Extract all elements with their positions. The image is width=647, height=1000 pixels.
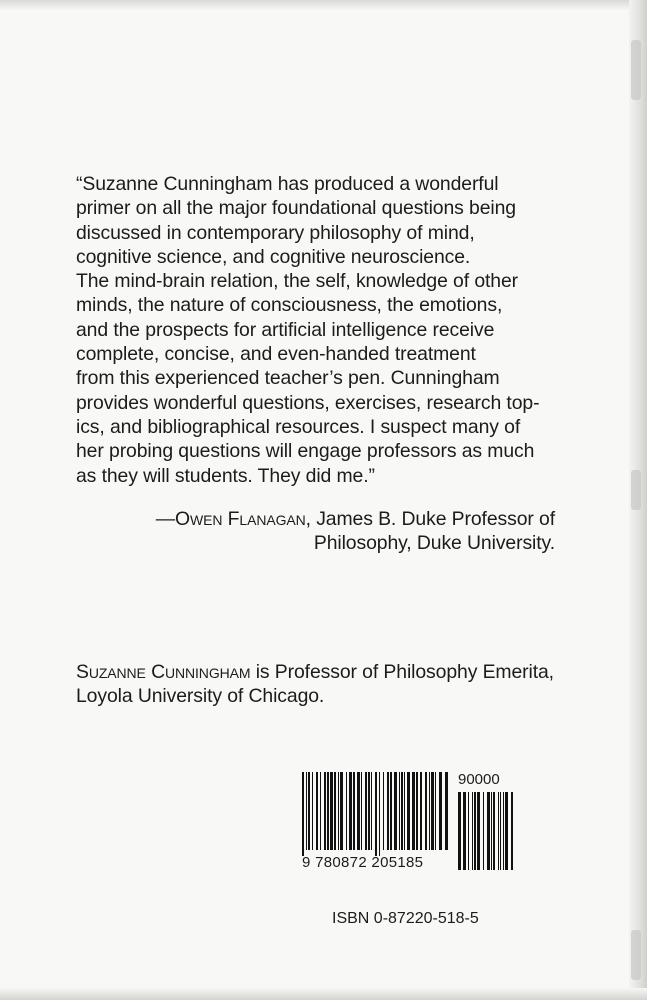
bio-line-2: Loyola University of Chicago. xyxy=(76,685,325,708)
quote-line: provides wonderful questions, exercises, research top- xyxy=(76,391,540,414)
quote-line: and the prospects for artificial intelligence receive xyxy=(76,318,495,341)
ean-barcode xyxy=(302,772,452,856)
barcode-bar xyxy=(399,772,400,850)
barcode-bar xyxy=(316,772,318,850)
quote-line: “Suzanne Cunningham has produced a wonderful xyxy=(76,173,499,195)
barcode-bar xyxy=(346,772,347,850)
barcode-bar xyxy=(379,772,380,856)
barcode-bar xyxy=(431,772,434,850)
barcode-bar xyxy=(491,792,492,870)
bio-text: is Professor of Philosophy Emerita, xyxy=(250,661,554,683)
barcode-bar xyxy=(435,772,436,850)
barcode-bar xyxy=(505,792,508,870)
barcode-bar xyxy=(375,772,377,856)
quote-line: cognitive science, and cognitive neuroscience. xyxy=(76,245,471,268)
barcode-bar xyxy=(308,772,310,850)
barcode-bar xyxy=(368,772,370,850)
edge-wear-mark xyxy=(631,40,641,100)
barcode-bar xyxy=(420,772,422,850)
ean-digits: 9 780872 205185 xyxy=(302,854,424,871)
barcode-bar xyxy=(357,772,360,850)
edge-wear-mark xyxy=(631,930,641,980)
barcode-bar xyxy=(338,772,339,850)
barcode-bar xyxy=(361,772,362,850)
quote-line: ics, and bibliographical resources. I suspect many of xyxy=(76,415,521,438)
barcode-bar xyxy=(493,792,495,870)
barcode-bar xyxy=(407,772,410,850)
barcode-bar xyxy=(458,792,461,870)
barcode-bar xyxy=(390,772,392,850)
barcode-bar xyxy=(353,772,355,850)
barcode-bar xyxy=(404,772,405,850)
barcode-bar xyxy=(503,792,504,870)
barcode-block xyxy=(302,772,562,882)
barcode-bar xyxy=(371,772,372,850)
barcode-bar xyxy=(445,772,448,850)
quote-line: her probing questions will engage professors as much xyxy=(76,440,535,463)
attribution-dash: — xyxy=(155,508,176,530)
barcode-bar xyxy=(416,772,418,850)
barcode-bar xyxy=(412,772,415,850)
author-bio xyxy=(76,660,554,709)
cover-bottom-edge xyxy=(0,988,647,1000)
barcode-bar xyxy=(387,772,389,850)
edge-wear-mark xyxy=(631,470,641,510)
quote-line: complete, concise, and even-handed treatment xyxy=(76,343,476,366)
barcode-bar xyxy=(425,772,427,850)
quote-attribution xyxy=(156,507,555,556)
barcode-bar xyxy=(401,772,403,850)
barcode-bar xyxy=(324,772,326,850)
barcode-bar xyxy=(327,772,329,850)
barcode-bar xyxy=(439,772,442,850)
attribution-line-1 xyxy=(156,507,555,531)
cover-top-edge xyxy=(0,0,647,10)
barcode-bar xyxy=(334,772,336,850)
quote-line: discussed in contemporary philosophy of mind, xyxy=(76,221,475,244)
barcode-bar xyxy=(306,772,307,850)
barcode-bar xyxy=(312,772,313,850)
price-addon-barcode xyxy=(458,792,516,870)
barcode-bar xyxy=(472,792,473,870)
author-name: Suzanne Cunningham xyxy=(76,661,251,683)
attribution-title: , James B. Duke Professor of xyxy=(305,508,555,530)
barcode-bar xyxy=(349,772,352,850)
barcode-bar xyxy=(468,792,469,870)
attribution-name: Owen Flanagan xyxy=(175,508,306,530)
barcode-bar xyxy=(429,772,430,850)
barcode-bar xyxy=(483,792,484,870)
barcode-bar xyxy=(463,792,466,870)
barcode-bar xyxy=(474,792,476,870)
bio-line-1 xyxy=(76,660,554,684)
barcode-bar xyxy=(383,772,384,850)
barcode-bar xyxy=(394,772,397,850)
barcode-bar xyxy=(498,792,499,870)
quote-line: from this experienced teacher’s pen. Cunningham xyxy=(76,367,500,390)
isbn-number: ISBN 0-87220-518-5 xyxy=(332,910,479,927)
price-addon-number: 90000 xyxy=(458,771,500,788)
quote-line: minds, the nature of consciousness, the emotions, xyxy=(76,294,503,317)
barcode-bar xyxy=(302,772,304,856)
barcode-bar xyxy=(320,772,321,850)
quote-line: primer on all the major foundational questions being xyxy=(76,197,516,220)
barcode-bar xyxy=(511,792,513,870)
barcode-bar xyxy=(340,772,343,850)
endorsement-quote xyxy=(76,172,576,488)
barcode-bar xyxy=(477,792,480,870)
quote-line: The mind-brain relation, the self, knowledge of other xyxy=(76,270,519,293)
barcode-bar xyxy=(330,772,333,850)
quote-line: as they will students. They did me.” xyxy=(76,464,375,487)
attribution-line-2: Philosophy, Duke University. xyxy=(313,532,555,555)
barcode-bar xyxy=(365,772,367,850)
barcode-bar xyxy=(487,792,490,870)
barcode-bar xyxy=(500,792,501,870)
